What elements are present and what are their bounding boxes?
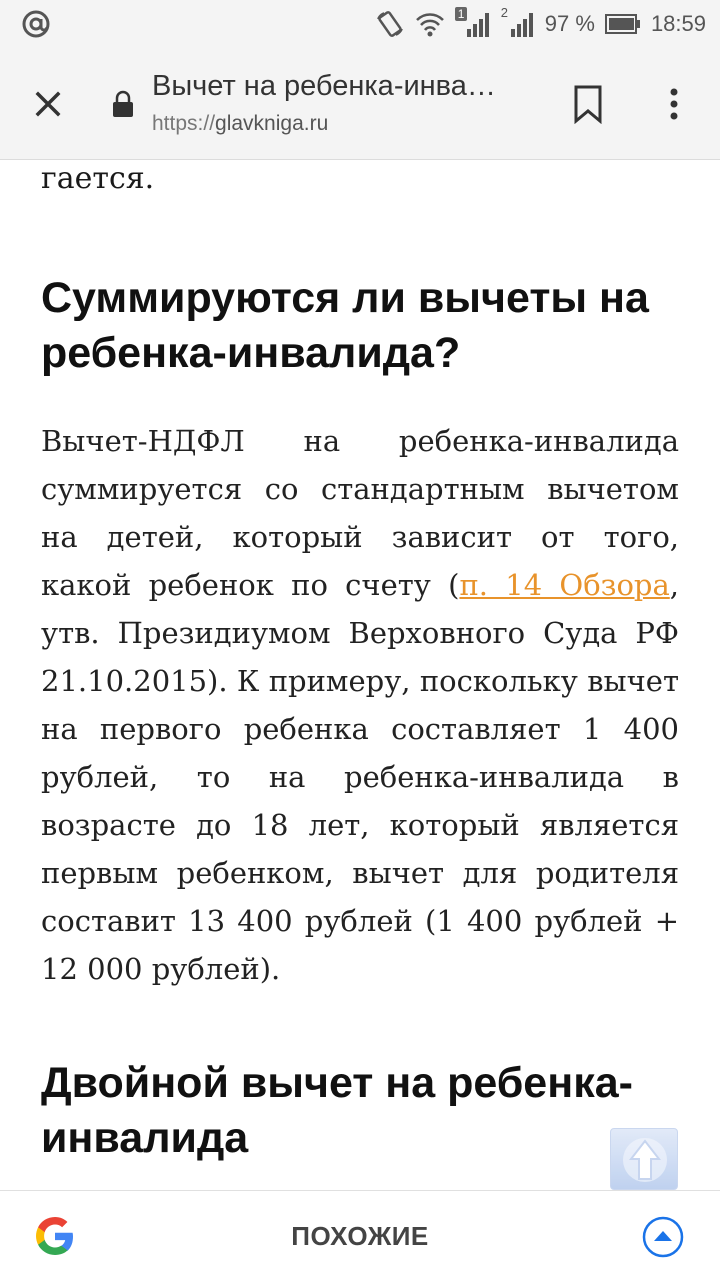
wifi-icon [415, 9, 445, 39]
arrow-up-icon [611, 1129, 679, 1191]
scroll-top-button[interactable] [610, 1128, 678, 1190]
text-fragment: гается. [41, 161, 155, 196]
status-right [375, 0, 706, 48]
page-title: Вычет на ребенка-инва… [152, 70, 496, 102]
lock-icon [112, 90, 134, 118]
heading-sum-deductions: Суммируются ли вычеты на ребенка-инвалида? [41, 274, 649, 377]
page-url[interactable] [152, 112, 328, 136]
rotate-icon [375, 9, 405, 39]
at-sign-icon [20, 8, 52, 40]
battery-icon [605, 13, 641, 35]
url-domain: glavkniga.ru [215, 112, 329, 135]
article-content [0, 161, 720, 1190]
battery-percent: 97 % [544, 11, 595, 36]
url-scheme: https:// [152, 112, 216, 135]
status-bar [0, 0, 720, 48]
sim2-label: 2 [500, 5, 509, 20]
signal-sim1-icon [455, 9, 491, 39]
paragraph-text-before: Вычет-НДФЛ на ребенка-инвалида суммируется со стандартным вычетом на детей, который зависит от того, какой ребенок по счету ( [41, 424, 679, 602]
review-link[interactable]: п. 14 Обзора [459, 568, 670, 602]
custom-tab-toolbar [0, 48, 720, 160]
close-icon[interactable] [28, 84, 68, 124]
more-vert-icon[interactable] [664, 84, 684, 124]
bottom-bar [0, 1190, 720, 1280]
signal-sim2-icon [500, 5, 535, 39]
paragraph-text-after: , утв. Президиумом Верховного Суда РФ 21.10.2015). К примеру, поскольку вычет на первого ребенка составляет 1 400 рублей, то на ребенка-инвалида в возрасте до 18 лет, который является первым ребенком, вычет для родителя составит 13 400 рублей (1 400 рублей + 12 000 рублей). [41, 568, 679, 986]
article-paragraph [41, 417, 679, 993]
similar-pages-label[interactable]: ПОХОЖИЕ [291, 1221, 429, 1251]
sim1-badge: 1 [455, 7, 468, 21]
chevron-up-circle-icon[interactable] [641, 1215, 685, 1259]
bookmark-icon[interactable] [572, 84, 604, 124]
heading-double-deduction: Двойной вычет на ребенка-инвалида [41, 1059, 633, 1162]
clock: 18:59 [650, 11, 706, 36]
